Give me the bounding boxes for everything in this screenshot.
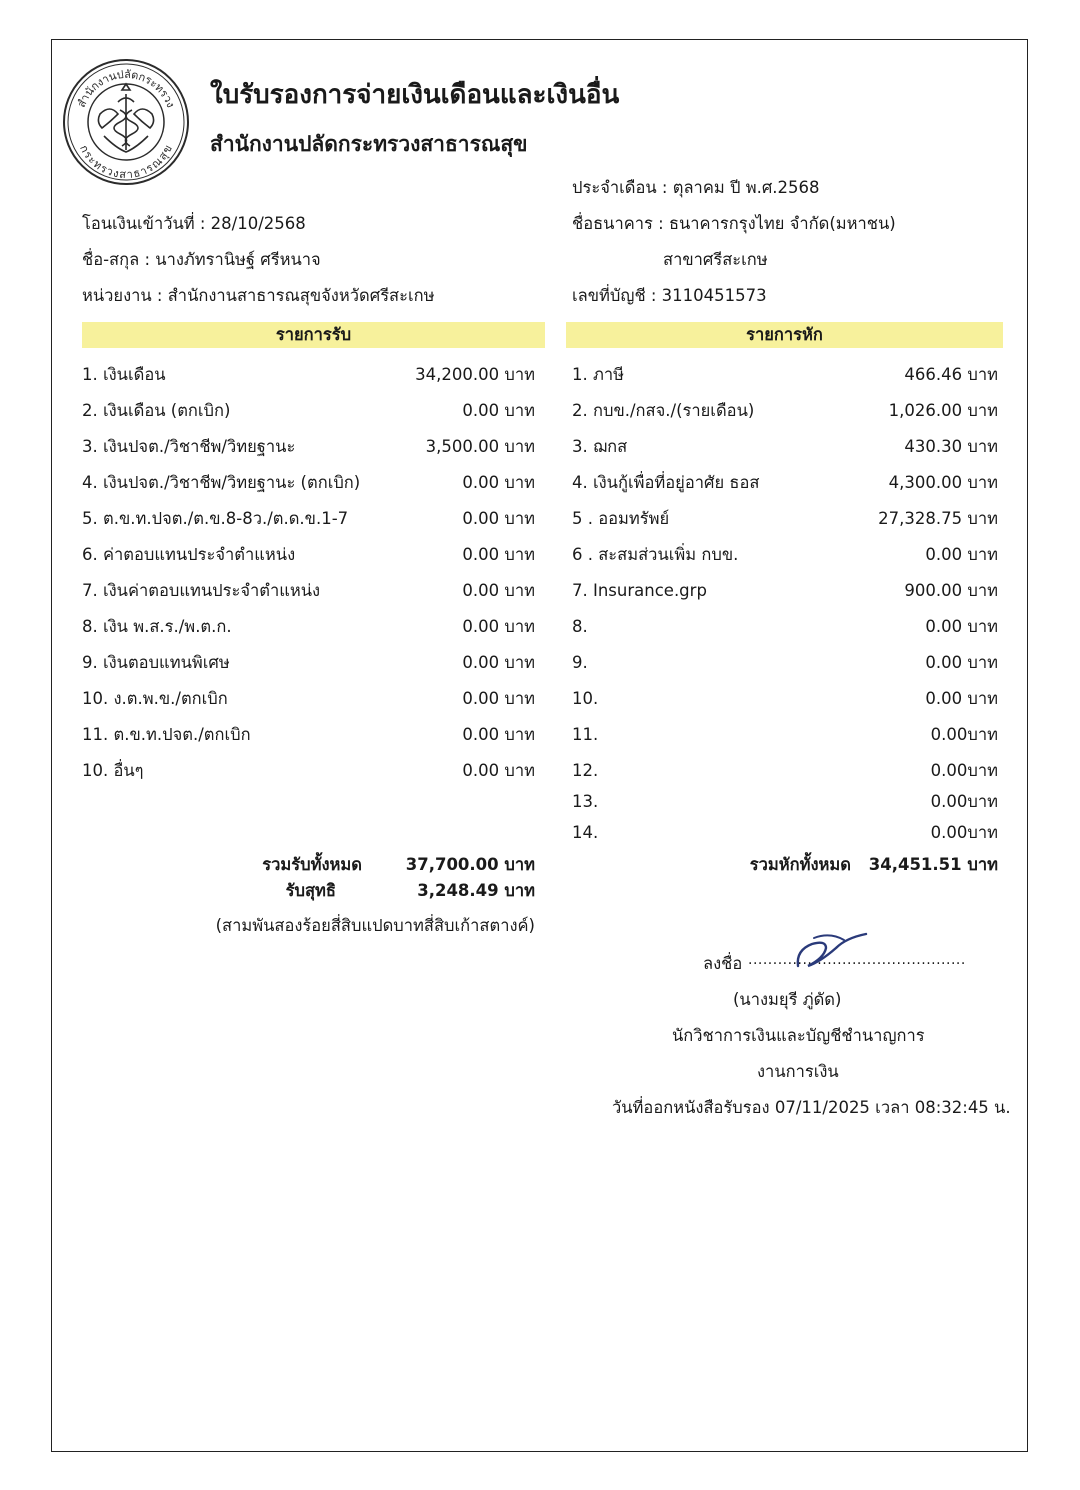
income-item-amount: 3,500.00 บาท bbox=[425, 437, 535, 456]
deduction-row bbox=[572, 821, 998, 845]
sign-label: ลงชื่อ bbox=[703, 954, 743, 973]
deduction-item-amount: 0.00บาท bbox=[930, 823, 998, 842]
income-item-amount: 0.00 บาท bbox=[462, 509, 535, 528]
deduction-item-amount: 900.00 บาท bbox=[904, 581, 998, 600]
income-item-amount: 0.00 บาท bbox=[462, 401, 535, 420]
income-item-amount: 0.00 บาท bbox=[462, 689, 535, 708]
deduction-row bbox=[572, 579, 998, 603]
pay-month: ประจำเดือน : ตุลาคม ปี พ.ศ.2568 bbox=[572, 178, 820, 197]
income-row bbox=[82, 651, 535, 675]
income-item-label: 8. เงิน พ.ส.ร./พ.ต.ก. bbox=[82, 617, 232, 636]
net-pay-label: รับสุทธิ bbox=[285, 881, 336, 900]
deduction-item-label: 3. ฌกส bbox=[572, 437, 628, 456]
income-row bbox=[82, 399, 535, 423]
deduction-row bbox=[572, 363, 998, 387]
income-item-amount: 0.00 บาท bbox=[462, 617, 535, 636]
income-row bbox=[82, 471, 535, 495]
deduction-item-label: 5 . ออมทรัพย์ bbox=[572, 509, 670, 528]
seal-text-bottom: กระทรวงสาธารณสุข bbox=[77, 142, 175, 182]
deduction-row bbox=[572, 399, 998, 423]
income-row bbox=[82, 363, 535, 387]
income-item-amount: 0.00 บาท bbox=[462, 473, 535, 492]
deduction-item-label: 7. Insurance.grp bbox=[572, 581, 707, 600]
deduction-item-amount: 0.00 บาท bbox=[925, 653, 998, 672]
deduction-item-amount: 0.00 บาท bbox=[925, 545, 998, 564]
income-row bbox=[82, 543, 535, 567]
signer-department: งานการเงิน bbox=[757, 1062, 839, 1081]
page-title: ใบรับรองการจ่ายเงินเดือนและเงินอื่น bbox=[210, 80, 620, 110]
signature-scribble-icon bbox=[790, 926, 876, 974]
page-subtitle: สำนักงานปลัดกระทรวงสาธารณสุข bbox=[210, 132, 528, 156]
deduction-item-label: 1. ภาษี bbox=[572, 365, 625, 384]
deduction-row bbox=[572, 615, 998, 639]
seal-text-top: สำนักงานปลัดกระทรวง bbox=[74, 67, 178, 110]
income-item-amount: 34,200.00 บาท bbox=[415, 365, 535, 384]
income-item-amount: 0.00 บาท bbox=[462, 725, 535, 744]
deductions-total-value: 34,451.51 บาท bbox=[868, 855, 998, 874]
deductions-total-label: รวมหักทั้งหมด bbox=[749, 855, 851, 874]
net-pay-value: 3,248.49 บาท bbox=[417, 881, 535, 900]
deduction-item-label: 8. bbox=[572, 617, 588, 636]
account-number: เลขที่บัญชี : 3110451573 bbox=[572, 286, 767, 305]
income-item-label: 5. ต.ข.ท.ปจต./ต.ข.8-8ว./ต.ด.ข.1-7 bbox=[82, 509, 349, 528]
income-item-amount: 0.00 บาท bbox=[462, 581, 535, 600]
income-item-amount: 0.00 บาท bbox=[462, 545, 535, 564]
deduction-row bbox=[572, 435, 998, 459]
signer-position: นักวิชาการเงินและบัญชีชำนาญการ bbox=[672, 1026, 925, 1045]
income-row bbox=[82, 723, 535, 747]
deduction-row bbox=[572, 507, 998, 531]
income-item-amount: 0.00 บาท bbox=[462, 653, 535, 672]
income-item-label: 4. เงินปจต./วิชาชีพ/วิทยฐานะ (ตกเบิก) bbox=[82, 473, 361, 492]
deduction-item-amount: 0.00บาท bbox=[930, 761, 998, 780]
income-total-value: 37,700.00 บาท bbox=[405, 855, 535, 874]
deduction-row bbox=[572, 543, 998, 567]
ministry-seal-icon bbox=[62, 58, 190, 186]
deduction-item-amount: 4,300.00 บาท bbox=[888, 473, 998, 492]
employee-name: ชื่อ-สกุล : นางภัทรานิษฐ์ ศรีหนาจ bbox=[82, 250, 321, 269]
deduction-item-label: 11. bbox=[572, 725, 599, 744]
deduction-item-amount: 1,026.00 บาท bbox=[888, 401, 998, 420]
income-item-label: 3. เงินปจต./วิชาชีพ/วิทยฐานะ bbox=[82, 437, 296, 456]
deduction-row bbox=[572, 687, 998, 711]
work-unit: หน่วยงาน : สำนักงานสาธารณสุขจังหวัดศรีสะเกษ bbox=[82, 286, 435, 305]
income-total-label: รวมรับทั้งหมด bbox=[262, 855, 362, 874]
deduction-row bbox=[572, 723, 998, 747]
deduction-item-label: 9. bbox=[572, 653, 588, 672]
signer-name: (นางมยุรี ภู่ดัด) bbox=[733, 990, 842, 1009]
deduction-item-label: 12. bbox=[572, 761, 599, 780]
income-row bbox=[82, 615, 535, 639]
signature-line: ............................................ bbox=[748, 952, 966, 968]
deduction-item-amount: 0.00บาท bbox=[930, 725, 998, 744]
income-item-label: 1. เงินเดือน bbox=[82, 365, 166, 384]
deduction-item-label: 13. bbox=[572, 792, 599, 811]
deduction-item-label: 14. bbox=[572, 823, 599, 842]
income-item-label: 7. เงินค่าตอบแทนประจำตำแหน่ง bbox=[82, 581, 321, 600]
deduction-row bbox=[572, 759, 998, 783]
deduction-item-label: 10. bbox=[572, 689, 599, 708]
deduction-row bbox=[572, 471, 998, 495]
deduction-item-label: 6 . สะสมส่วนเพิ่ม กบข. bbox=[572, 545, 739, 564]
deduction-row bbox=[572, 790, 998, 814]
income-row bbox=[82, 579, 535, 603]
bank-branch: สาขาศรีสะเกษ bbox=[663, 250, 768, 269]
deduction-item-label: 2. กบข./กสจ./(รายเดือน) bbox=[572, 401, 755, 420]
income-item-label: 10. อื่นๆ bbox=[82, 761, 144, 780]
deduction-item-label: 4. เงินกู้เพื่อที่อยู่อาศัย ธอส bbox=[572, 473, 760, 492]
deduction-row bbox=[572, 651, 998, 675]
transfer-date: โอนเงินเข้าวันที่ : 28/10/2568 bbox=[82, 214, 306, 233]
deductions-heading: รายการหัก bbox=[566, 322, 1003, 348]
deduction-item-amount: 0.00 บาท bbox=[925, 617, 998, 636]
deduction-item-amount: 0.00 บาท bbox=[925, 689, 998, 708]
income-item-label: 9. เงินตอบแทนพิเศษ bbox=[82, 653, 230, 672]
income-item-amount: 0.00 บาท bbox=[462, 761, 535, 780]
issue-datetime: วันที่ออกหนังสือรับรอง 07/11/2025 เวลา 08:32:45 น. bbox=[612, 1098, 1011, 1117]
income-heading: รายการรับ bbox=[82, 322, 545, 348]
bank-name: ชื่อธนาคาร : ธนาคารกรุงไทย จำกัด(มหาชน) bbox=[572, 214, 896, 233]
income-item-label: 10. ง.ต.พ.ข./ตกเบิก bbox=[82, 689, 228, 708]
income-item-label: 6. ค่าตอบแทนประจำตำแหน่ง bbox=[82, 545, 296, 564]
deduction-item-amount: 27,328.75 บาท bbox=[878, 509, 998, 528]
income-item-label: 11. ต.ข.ท.ปจต./ตกเบิก bbox=[82, 725, 251, 744]
net-pay-words: (สามพันสองร้อยสี่สิบแปดบาทสี่สิบเก้าสตางค์) bbox=[215, 916, 535, 935]
income-item-label: 2. เงินเดือน (ตกเบิก) bbox=[82, 401, 231, 420]
deduction-item-amount: 430.30 บาท bbox=[904, 437, 998, 456]
income-row bbox=[82, 435, 535, 459]
income-row bbox=[82, 507, 535, 531]
income-row bbox=[82, 687, 535, 711]
income-row bbox=[82, 759, 535, 783]
deduction-item-amount: 466.46 บาท bbox=[904, 365, 998, 384]
deduction-item-amount: 0.00บาท bbox=[930, 792, 998, 811]
